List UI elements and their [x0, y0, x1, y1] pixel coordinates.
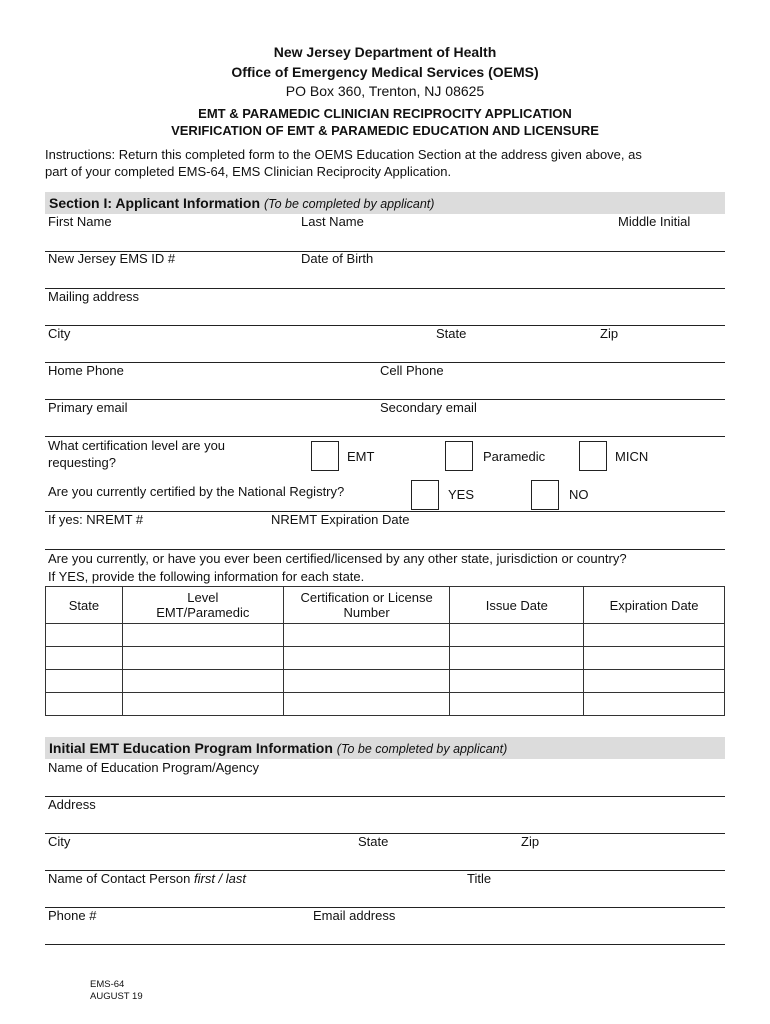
emt-checkbox[interactable] [311, 441, 339, 471]
program-state-label: State [358, 834, 389, 849]
table-cell[interactable] [283, 693, 450, 716]
nremt-number-label: If yes: NREMT # [48, 512, 144, 527]
no-option-label: NO [569, 487, 589, 502]
first-name-label: First Name [48, 214, 112, 229]
table-row [46, 624, 725, 647]
program-city-label: City [48, 834, 71, 849]
table-cell[interactable] [450, 624, 584, 647]
program-phone-label: Phone # [48, 908, 97, 923]
cert-level-question-1: What certification level are you [48, 438, 226, 453]
table-row [46, 670, 725, 693]
section-1-header [45, 192, 725, 214]
office-address: PO Box 360, Trenton, NJ 08625 [285, 83, 485, 99]
email-field-line[interactable] [45, 436, 725, 437]
table-cell[interactable] [450, 670, 584, 693]
col-header-expiration-date: Expiration Date [584, 587, 725, 624]
table-cell[interactable] [46, 647, 123, 670]
table-cell[interactable] [450, 693, 584, 716]
table-cell[interactable] [584, 670, 725, 693]
paramedic-option-label: Paramedic [483, 449, 546, 464]
table-cell[interactable] [46, 624, 123, 647]
table-row [46, 647, 725, 670]
form-revision-date: AUGUST 19 [90, 991, 143, 1002]
mailing-field-line[interactable] [45, 325, 725, 326]
program-zip-label: Zip [521, 834, 540, 849]
contact-person-hint: first / last [193, 871, 246, 886]
program-address-label: Address [48, 797, 96, 812]
program-phone-field-line[interactable] [45, 944, 725, 945]
table-cell[interactable] [122, 624, 283, 647]
instructions-line-2: part of your completed EMS-64, EMS Clinician Reciprocity Application. [45, 164, 452, 179]
ems-id-label: New Jersey EMS ID # [48, 251, 176, 266]
table-cell[interactable] [122, 647, 283, 670]
table-cell[interactable] [46, 670, 123, 693]
program-email-label: Email address [313, 908, 396, 923]
cell-phone-label: Cell Phone [380, 363, 444, 378]
emt-option-label: EMT [347, 449, 375, 464]
home-phone-label: Home Phone [48, 363, 124, 378]
other-state-table [45, 586, 725, 716]
national-registry-question: Are you currently certified by the National Registry? [48, 484, 345, 499]
yes-option-label: YES [448, 487, 475, 502]
office-name: Office of Emergency Medical Services (OEMS) [231, 64, 539, 80]
col-header-level: Level EMT/Paramedic [122, 587, 283, 624]
mailing-address-label: Mailing address [48, 289, 140, 304]
nremt-field-line[interactable] [45, 549, 725, 550]
zip-label: Zip [600, 326, 619, 341]
program-name-label: Name of Education Program/Agency [48, 760, 259, 775]
section-2-title: Initial EMT Education Program Information [49, 740, 333, 756]
section-1-title: Section I: Applicant Information [49, 195, 261, 211]
form-title: EMT & PARAMEDIC CLINICIAN RECIPROCITY APPLICATION [198, 106, 572, 121]
table-row [46, 693, 725, 716]
contact-title-label: Title [467, 871, 492, 886]
dob-label: Date of Birth [301, 251, 374, 266]
last-name-label: Last Name [301, 214, 364, 229]
nremt-expiration-label: NREMT Expiration Date [271, 512, 410, 527]
primary-email-label: Primary email [48, 400, 128, 415]
col-header-state: State [46, 587, 123, 624]
form-number: EMS-64 [90, 979, 125, 990]
middle-initial-label: Middle Initial [618, 214, 691, 229]
city-label: City [48, 326, 71, 341]
table-cell[interactable] [450, 647, 584, 670]
instructions-line-1: Instructions: Return this completed form to the OEMS Education Section at the address given above, as [45, 147, 642, 162]
ems-id-field-line[interactable] [45, 288, 725, 289]
table-cell[interactable] [584, 693, 725, 716]
col-header-cert-number: Certification or License Number [283, 587, 450, 624]
secondary-email-label: Secondary email [380, 400, 477, 415]
micn-checkbox[interactable] [579, 441, 607, 471]
section-2-note: (To be completed by applicant) [336, 742, 508, 756]
col-header-issue-date: Issue Date [450, 587, 584, 624]
yes-checkbox[interactable] [411, 480, 439, 510]
table-cell[interactable] [283, 624, 450, 647]
paramedic-checkbox[interactable] [445, 441, 473, 471]
table-cell[interactable] [283, 647, 450, 670]
table-cell[interactable] [283, 670, 450, 693]
program-field-line[interactable] [45, 796, 725, 797]
table-cell[interactable] [122, 670, 283, 693]
state-label: State [436, 326, 467, 341]
contact-person-label: Name of Contact Person first / last [48, 871, 246, 886]
other-state-question: Are you currently, or have you ever been certified/licensed by any other state, jurisdiction or country? [48, 551, 627, 566]
section-1-note: (To be completed by applicant) [263, 197, 435, 211]
section-2-header [45, 737, 725, 759]
table-cell[interactable] [584, 624, 725, 647]
cert-level-question-2: requesting? [48, 455, 116, 470]
micn-option-label: MICN [615, 449, 649, 464]
form-subtitle: VERIFICATION OF EMT & PARAMEDIC EDUCATION AND LICENSURE [171, 123, 599, 138]
other-state-instruction: If YES, provide the following information for each state. [48, 569, 365, 584]
table-cell[interactable] [584, 647, 725, 670]
table-cell[interactable] [122, 693, 283, 716]
no-checkbox[interactable] [531, 480, 559, 510]
agency-name: New Jersey Department of Health [273, 44, 497, 60]
table-cell[interactable] [46, 693, 123, 716]
